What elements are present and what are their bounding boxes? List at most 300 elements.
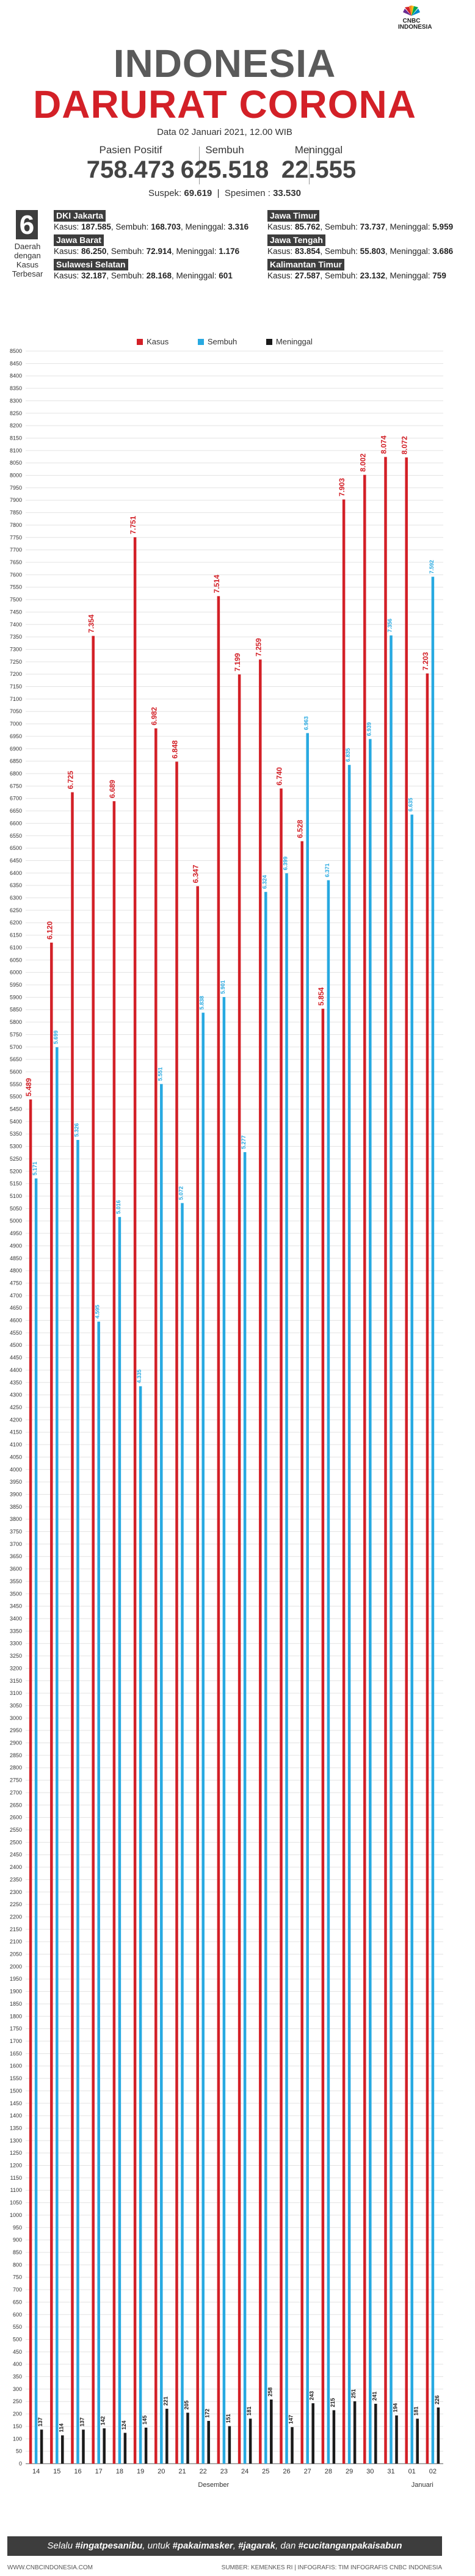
x-tick-label: 31 [387,2468,395,2475]
y-tick-label: 4250 [9,1404,22,1410]
y-tick-label: 8100 [9,447,22,454]
y-tick-label: 8350 [9,385,22,392]
y-tick-label: 5600 [9,1068,22,1075]
month-label: Januari [411,2481,433,2489]
data-label-meninggal-30: 241 [371,2391,378,2401]
data-label-sembuh-31: 7.356 [386,619,393,633]
y-tick-label: 3100 [9,1690,22,1697]
bar-sembuh-01 [410,815,413,2464]
y-tick-label: 1550 [9,2075,22,2082]
y-tick-label: 2500 [9,1839,22,1846]
y-tick-label: 700 [12,2287,22,2293]
y-tick-label: 4750 [9,1280,22,1286]
y-tick-label: 7150 [9,683,22,690]
y-tick-label: 2400 [9,1864,22,1871]
y-tick-label: 7500 [9,597,22,603]
y-tick-label: 6900 [9,746,22,752]
bar-meninggal-19 [145,2428,148,2464]
y-tick-label: 7300 [9,646,22,653]
y-tick-label: 5200 [9,1168,22,1175]
data-label-sembuh-26: 6.399 [282,856,289,871]
bar-kasus-14 [29,1100,32,2464]
data-date: Data 02 Januari 2021, 12.00 WIB [157,127,292,137]
y-tick-label: 50 [15,2448,22,2454]
region-name: Sulawesi Selatan [54,259,128,270]
stat-label: Meninggal [294,144,343,156]
y-tick-label: 6250 [9,907,22,913]
data-label-meninggal-17: 142 [100,2416,106,2426]
data-label-sembuh-30: 6.939 [366,722,372,736]
x-tick-label: 28 [324,2468,333,2475]
region-count-label: Daerah dengan Kasus Terbesar [12,242,43,278]
y-tick-label: 4600 [9,1317,22,1324]
y-tick-label: 6700 [9,795,22,802]
bar-sembuh-27 [306,733,309,2464]
y-tick-label: 4650 [9,1305,22,1312]
y-tick-label: 1950 [9,1976,22,1983]
y-tick-label: 450 [12,2348,22,2355]
y-tick-label: 1450 [9,2100,22,2106]
y-tick-label: 8000 [9,472,22,479]
data-label-meninggal-20: 221 [162,2396,169,2406]
bar-meninggal-26 [291,2427,294,2464]
y-tick-label: 2750 [9,1777,22,1783]
data-label-kasus-18: 6.689 [107,780,117,799]
y-tick-label: 350 [12,2373,22,2380]
data-label-kasus-14: 5.489 [24,1078,34,1097]
y-tick-label: 5900 [9,994,22,1001]
y-tick-label: 5700 [9,1043,22,1050]
data-label-sembuh-24: 5.277 [241,1135,247,1149]
stat-label: Pasien Positif [99,144,162,156]
data-label-kasus-26: 6.740 [275,767,284,786]
x-tick-label: 18 [115,2468,124,2475]
y-tick-label: 7050 [9,708,22,715]
data-label-meninggal-01: 181 [413,2406,419,2416]
y-tick-label: 3800 [9,1516,22,1523]
bar-sembuh-29 [348,765,351,2464]
data-label-meninggal-23: 151 [225,2414,231,2423]
bar-sembuh-18 [118,1217,121,2464]
y-tick-label: 2650 [9,1802,22,1809]
data-label-kasus-17: 7.354 [87,614,96,633]
y-tick-label: 7200 [9,671,22,678]
data-label-sembuh-18: 5.016 [115,1200,121,1214]
y-tick-label: 2100 [9,1939,22,1945]
y-tick-label: 7700 [9,546,22,553]
y-tick-label: 650 [12,2299,22,2306]
data-label-sembuh-27: 6.963 [303,716,310,730]
data-label-sembuh-19: 4.335 [136,1369,143,1384]
y-tick-label: 1850 [9,2000,22,2007]
y-tick-label: 3850 [9,1503,22,1510]
bar-kasus-18 [113,801,116,2464]
y-tick-label: 6100 [9,944,22,951]
bar-sembuh-25 [264,892,267,2464]
bar-sembuh-24 [244,1152,247,2464]
bar-meninggal-17 [103,2428,106,2464]
y-tick-label: 3200 [9,1665,22,1672]
y-tick-label: 4700 [9,1292,22,1299]
website-credit: WWW.CNBCINDONESIA.COM [7,2564,93,2571]
data-label-kasus-29: 7.903 [338,477,347,497]
data-label-meninggal-24: 181 [246,2406,253,2416]
y-tick-label: 3900 [9,1491,22,1498]
data-label-sembuh-14: 5.171 [32,1161,38,1176]
y-tick-label: 5350 [9,1131,22,1137]
y-tick-label: 1200 [9,2162,22,2169]
y-tick-label: 7650 [9,559,22,565]
bar-kasus-01 [405,457,408,2464]
x-tick-label: 15 [53,2468,61,2475]
region-detail: Kasus: 27.587, Sembuh: 23.132, Meninggal: 759 [267,271,446,280]
bar-sembuh-23 [223,997,226,2464]
data-label-meninggal-26: 147 [288,2415,294,2425]
bar-sembuh-17 [97,1322,100,2464]
bar-kasus-17 [92,636,95,2464]
bar-sembuh-14 [35,1178,38,2464]
y-tick-label: 3950 [9,1479,22,1486]
data-label-sembuh-29: 6.835 [345,748,352,762]
y-tick-label: 6800 [9,771,22,777]
x-tick-label: 23 [220,2468,228,2475]
data-label-kasus-16: 6.725 [66,771,75,789]
y-tick-label: 6300 [9,894,22,901]
y-tick-label: 4350 [9,1379,22,1386]
region-count-badge: 6 [16,210,38,239]
bar-meninggal-14 [40,2429,43,2464]
y-tick-label: 3750 [9,1528,22,1535]
bar-sembuh-31 [390,636,393,2464]
y-tick-label: 5250 [9,1155,22,1162]
y-tick-label: 2150 [9,1926,22,1932]
y-tick-label: 950 [12,2224,22,2231]
data-label-kasus-19: 7.751 [129,515,138,534]
bar-kasus-16 [71,793,74,2464]
data-label-sembuh-23: 5.901 [219,980,226,994]
y-tick-label: 1250 [9,2150,22,2157]
bar-meninggal-28 [333,2410,336,2464]
y-tick-label: 6400 [9,869,22,876]
x-tick-label: 22 [199,2468,207,2475]
region-name: Jawa Barat [54,234,104,246]
y-tick-label: 7850 [9,509,22,516]
data-label-sembuh-15: 5.699 [53,1030,59,1045]
data-label-kasus-21: 6.848 [170,740,179,759]
data-label-sembuh-16: 5.326 [73,1123,80,1137]
y-tick-label: 8150 [9,435,22,441]
bar-kasus-28 [322,1009,325,2464]
bar-meninggal-29 [354,2401,357,2464]
y-tick-label: 5300 [9,1143,22,1150]
y-tick-label: 150 [12,2423,22,2429]
data-label-meninggal-14: 137 [37,2417,44,2427]
bar-kasus-15 [50,943,53,2464]
bar-meninggal-23 [228,2426,231,2464]
region-name: Jawa Tengah [267,234,325,246]
bar-sembuh-26 [285,873,288,2464]
y-tick-label: 5050 [9,1205,22,1212]
y-tick-label: 1500 [9,2088,22,2094]
y-tick-label: 3250 [9,1653,22,1660]
y-tick-label: 900 [12,2237,22,2243]
y-tick-label: 4000 [9,1466,22,1473]
y-tick-label: 1800 [9,2013,22,2020]
bar-meninggal-01 [416,2418,419,2464]
bar-sembuh-21 [181,1203,184,2464]
data-label-meninggal-21: 205 [183,2400,190,2410]
y-tick-label: 6350 [9,882,22,889]
bar-kasus-24 [238,675,241,2464]
y-tick-label: 2900 [9,1740,22,1746]
data-label-kasus-01: 8.072 [400,436,409,455]
y-tick-label: 2200 [9,1914,22,1920]
logo-text: CNBC INDONESIA [398,18,432,31]
y-tick-label: 3500 [9,1591,22,1597]
bar-meninggal-02 [437,2407,440,2464]
y-tick-label: 6050 [9,957,22,963]
y-tick-label: 2600 [9,1814,22,1821]
spesimen-label: Spesimen : [224,188,270,198]
y-tick-label: 550 [12,2324,22,2331]
bar-meninggal-27 [311,2403,314,2464]
suspek-label: Suspek: [148,188,182,198]
y-tick-label: 6550 [9,832,22,839]
y-tick-label: 1400 [9,2113,22,2119]
bar-sembuh-19 [139,1386,142,2464]
data-label-kasus-28: 5.854 [316,987,325,1006]
y-tick-label: 8500 [9,348,22,354]
y-tick-label: 6450 [9,857,22,864]
data-label-kasus-23: 7.514 [212,575,221,593]
suspek-line: Suspek: 69.619 | Spesimen : 33.530 [148,188,301,198]
x-tick-label: 21 [178,2468,186,2475]
spesimen-value: 33.530 [273,188,301,198]
bar-kasus-23 [217,596,220,2464]
y-tick-label: 6200 [9,920,22,926]
x-tick-label: 01 [408,2468,416,2475]
y-tick-label: 0 [18,2461,22,2467]
bar-meninggal-15 [61,2436,64,2464]
data-label-meninggal-27: 243 [308,2391,315,2401]
region-name: Jawa Timur [267,210,319,222]
data-label-kasus-31: 8.074 [379,435,388,454]
y-tick-label: 7100 [9,695,22,702]
y-tick-label: 7550 [9,584,22,590]
y-tick-label: 7600 [9,571,22,578]
y-tick-label: 200 [12,2411,22,2417]
y-tick-label: 6600 [9,820,22,827]
y-tick-label: 7350 [9,634,22,640]
y-tick-label: 2250 [9,1901,22,1908]
y-tick-label: 6750 [9,783,22,789]
stat-value: 22.555 [281,156,357,183]
y-tick-label: 6650 [9,808,22,815]
legend-label: Kasus [147,337,169,346]
y-tick-label: 3650 [9,1553,22,1560]
bar-kasus-22 [196,886,199,2464]
bar-kasus-21 [175,761,178,2464]
x-tick-label: 25 [262,2468,270,2475]
bar-meninggal-21 [186,2413,189,2464]
footer-banner: Selalu #ingatpesanibu, untuk #pakaimasker, #jagarak, dan #cucitanganpakaisabun [7,2536,442,2556]
bar-sembuh-20 [160,1084,163,2464]
y-tick-label: 600 [12,2311,22,2318]
y-tick-label: 4550 [9,1329,22,1336]
bar-kasus-02 [426,673,429,2464]
y-tick-label: 6950 [9,733,22,739]
y-tick-label: 2000 [9,1963,22,1970]
y-tick-label: 2350 [9,1876,22,1883]
data-label-meninggal-29: 251 [350,2389,357,2398]
region-detail: Kasus: 86.250, Sembuh: 72.914, Meninggal: 1.176 [54,247,240,256]
y-tick-label: 3400 [9,1616,22,1622]
y-tick-label: 800 [12,2262,22,2268]
x-tick-label: 30 [366,2468,374,2475]
y-tick-label: 1100 [10,2187,22,2194]
y-tick-label: 7950 [9,484,22,491]
y-tick-label: 4850 [9,1255,22,1261]
y-tick-label: 8200 [9,423,22,429]
bar-kasus-25 [259,659,262,2464]
y-tick-label: 400 [12,2361,22,2368]
bar-kasus-20 [154,728,157,2464]
y-tick-label: 3700 [9,1540,22,1547]
x-tick-label: 20 [158,2468,165,2475]
y-tick-label: 2300 [9,1888,22,1895]
y-tick-label: 500 [12,2336,22,2343]
data-label-kasus-02: 7.203 [421,651,430,670]
y-tick-label: 4500 [9,1342,22,1349]
month-label: Desember [198,2481,230,2489]
y-tick-label: 4100 [9,1442,22,1448]
y-tick-label: 6150 [9,932,22,938]
y-tick-label: 8300 [9,397,22,404]
y-tick-label: 250 [12,2398,22,2405]
data-label-sembuh-20: 5.551 [157,1067,164,1081]
y-tick-label: 7750 [9,534,22,541]
y-tick-label: 2450 [9,1851,22,1858]
y-tick-label: 7800 [9,521,22,528]
y-tick-label: 2700 [9,1789,22,1796]
data-label-sembuh-22: 5.838 [198,996,205,1010]
data-label-sembuh-01: 6.635 [407,797,414,812]
region-name: Kalimantan Timur [267,259,344,270]
y-tick-label: 1650 [9,2050,22,2057]
y-tick-label: 3450 [9,1603,22,1609]
data-label-sembuh-28: 6.371 [324,863,330,877]
y-tick-label: 4800 [9,1268,22,1274]
y-tick-label: 2850 [9,1752,22,1758]
y-tick-label: 5100 [9,1193,22,1199]
x-tick-label: 26 [283,2468,291,2475]
stat-label: Sembuh [205,144,244,156]
y-tick-label: 4450 [9,1354,22,1361]
data-label-meninggal-16: 137 [79,2417,85,2427]
y-tick-label: 850 [12,2249,22,2255]
bar-meninggal-24 [249,2418,252,2464]
bar-meninggal-20 [165,2409,169,2464]
data-label-kasus-22: 6.347 [191,865,200,883]
bar-sembuh-30 [369,739,372,2464]
x-tick-label: 14 [32,2468,40,2475]
data-label-kasus-20: 6.982 [150,706,159,725]
y-tick-label: 7000 [9,720,22,727]
x-tick-label: 17 [95,2468,103,2475]
x-tick-label: 16 [74,2468,82,2475]
bar-meninggal-16 [82,2429,85,2464]
y-tick-label: 5000 [9,1217,22,1224]
y-tick-label: 2550 [9,1827,22,1833]
source-credit: SUMBER: KEMENKES RI | INFOGRAFIS: TIM INFOGRAFIS CNBC INDONESIA [221,2564,442,2571]
data-label-meninggal-02: 226 [433,2395,440,2405]
y-tick-label: 4200 [9,1417,22,1423]
x-tick-label: 29 [345,2468,354,2475]
y-tick-label: 4900 [9,1243,22,1249]
y-tick-label: 1700 [9,2038,22,2044]
y-tick-label: 5400 [9,1118,22,1125]
y-tick-label: 5550 [9,1081,22,1087]
y-tick-label: 1750 [9,2025,22,2032]
data-label-meninggal-22: 172 [204,2408,211,2418]
data-label-meninggal-31: 194 [392,2403,399,2413]
y-tick-label: 5150 [9,1180,22,1187]
data-label-kasus-25: 7.259 [254,638,263,657]
y-tick-label: 4150 [9,1429,22,1435]
data-label-sembuh-17: 4.595 [94,1305,101,1319]
y-tick-label: 5650 [9,1056,22,1063]
bar-kasus-19 [134,537,137,2464]
data-label-sembuh-25: 6.324 [261,875,268,889]
y-tick-label: 3300 [9,1640,22,1647]
y-tick-label: 7900 [9,497,22,504]
data-label-meninggal-19: 145 [142,2415,148,2425]
y-tick-label: 3150 [9,1677,22,1684]
y-tick-label: 2050 [9,1951,22,1957]
y-tick-label: 1000 [9,2211,22,2218]
data-label-kasus-15: 6.120 [45,921,54,940]
data-label-meninggal-28: 215 [329,2398,336,2407]
bar-meninggal-30 [374,2404,377,2464]
bar-meninggal-25 [270,2400,273,2464]
y-tick-label: 5850 [9,1006,22,1013]
bar-kasus-26 [280,788,283,2464]
bar-sembuh-22 [201,1013,205,2464]
legend-label: Sembuh [207,337,238,346]
y-tick-label: 5750 [9,1031,22,1038]
y-tick-label: 4300 [9,1391,22,1398]
y-tick-label: 7250 [9,658,22,665]
y-tick-label: 8450 [9,360,22,367]
y-tick-label: 1050 [9,2199,22,2206]
suspek-value: 69.619 [184,188,212,198]
y-tick-label: 6500 [9,845,22,852]
region-name: DKI Jakarta [54,210,106,222]
region-detail: Kasus: 85.762, Sembuh: 73.737, Meninggal: 5.959 [267,222,454,231]
y-tick-label: 300 [12,2386,22,2392]
y-tick-label: 2950 [9,1727,22,1734]
data-label-sembuh-02: 7.592 [428,560,435,574]
y-tick-label: 8050 [9,460,22,466]
y-tick-label: 8400 [9,372,22,379]
y-tick-label: 1150 [10,2174,22,2181]
bar-kasus-29 [343,499,346,2464]
y-tick-label: 5950 [9,982,22,988]
region-detail: Kasus: 83.854, Sembuh: 55.803, Meninggal: 3.686 [267,247,454,256]
y-tick-label: 3050 [9,1702,22,1709]
data-label-kasus-30: 8.002 [358,453,368,472]
y-tick-label: 4950 [9,1230,22,1237]
